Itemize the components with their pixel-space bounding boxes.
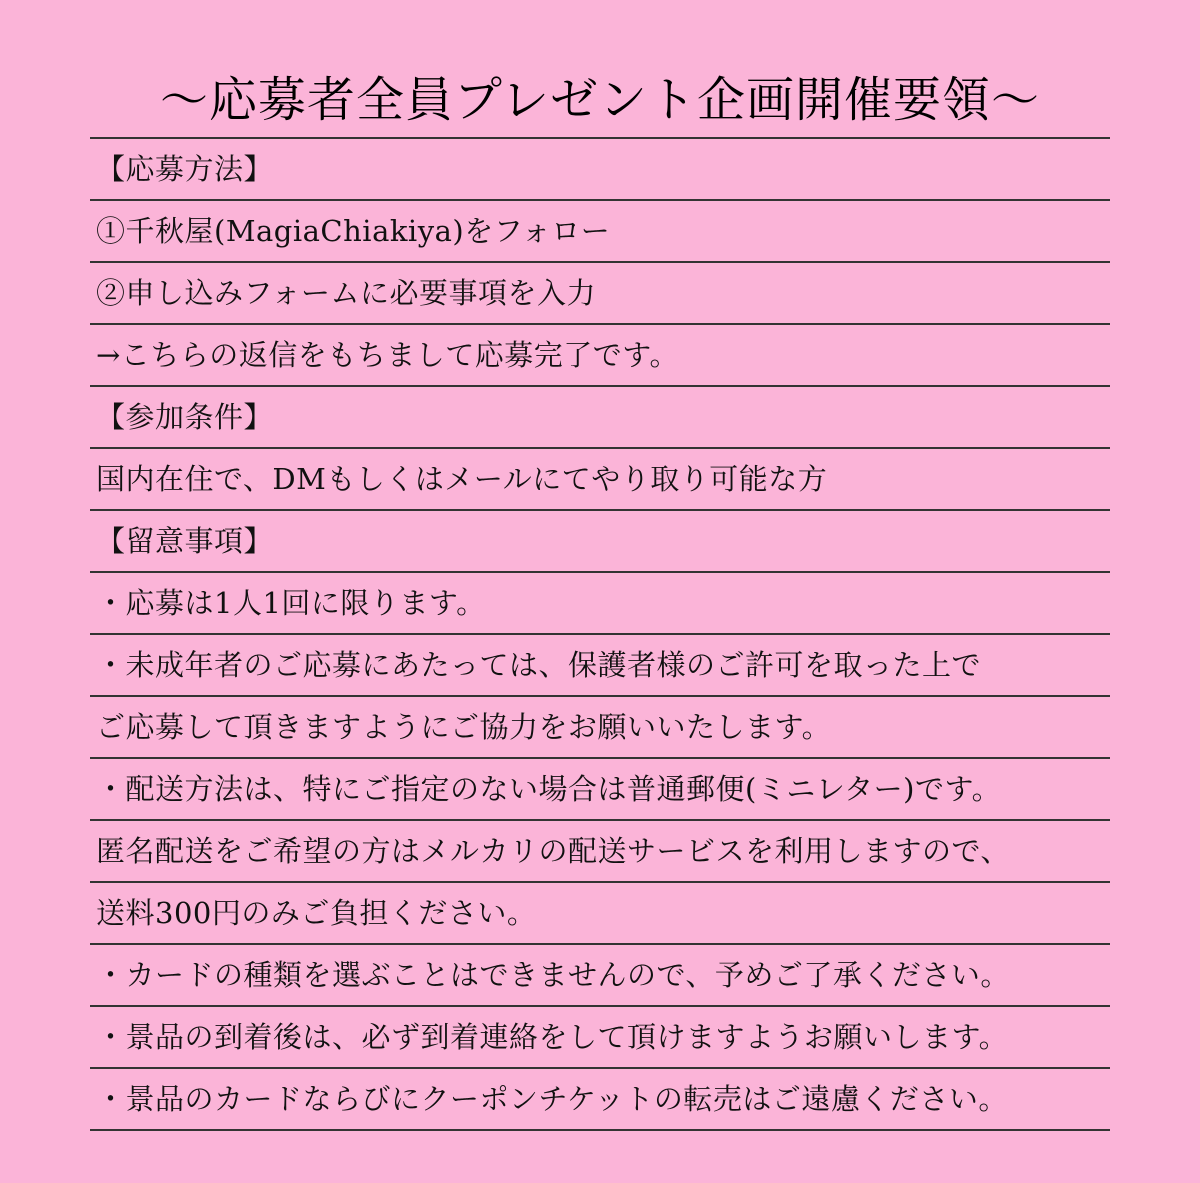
row-text: 国内在住で、DMもしくはメールにてやり取り可能な方	[96, 462, 828, 496]
row-text: 【応募方法】	[96, 152, 274, 186]
list-item	[90, 1069, 1110, 1131]
row-text: ②申し込みフォームに必要事項を入力	[96, 276, 597, 310]
list-item	[90, 635, 1110, 697]
list-item	[90, 449, 1110, 511]
list-item	[90, 945, 1110, 1007]
row-text: 【留意事項】	[96, 524, 274, 558]
row-text: 匿名配送をご希望の方はメルカリの配送サービスを利用しますので、	[96, 834, 1010, 868]
section-heading-notes	[90, 511, 1110, 573]
row-text: ・応募は1人1回に限ります。	[96, 586, 486, 620]
row-text: 送料300円のみご負担ください。	[96, 896, 537, 930]
list-item	[90, 821, 1110, 883]
list-item	[90, 201, 1110, 263]
row-text: ・景品の到着後は、必ず到着連絡をして頂けますようお願いします。	[96, 1020, 1009, 1054]
row-text: ・景品のカードならびにクーポンチケットの転売はご遠慮ください。	[96, 1082, 1008, 1116]
row-text: ・配送方法は、特にご指定のない場合は普通郵便(ミニレター)です。	[96, 772, 1002, 806]
section-heading-participation-conditions	[90, 387, 1110, 449]
list-item	[90, 759, 1110, 821]
list-item	[90, 263, 1110, 325]
row-text: →こちらの返信をもちまして応募完了です。	[96, 338, 679, 372]
list-item	[90, 325, 1110, 387]
guidelines-list	[90, 137, 1110, 1131]
row-text: ・未成年者のご応募にあたっては、保護者様のご許可を取った上で	[96, 648, 982, 682]
list-item	[90, 697, 1110, 759]
list-item	[90, 883, 1110, 945]
row-text: 【参加条件】	[96, 400, 274, 434]
section-heading-application-method	[90, 139, 1110, 201]
list-item	[90, 1007, 1110, 1069]
page-title: 〜応募者全員プレゼント企画開催要領〜	[159, 72, 1041, 128]
list-item	[90, 573, 1110, 635]
row-text: ・カードの種類を選ぶことはできませんので、予めご了承ください。	[96, 958, 1010, 992]
row-text: ご応募して頂きますようにご協力をお願いいたします。	[96, 710, 832, 744]
row-text: ①千秋屋(MagiaChiakiya)をフォロー	[96, 214, 611, 248]
